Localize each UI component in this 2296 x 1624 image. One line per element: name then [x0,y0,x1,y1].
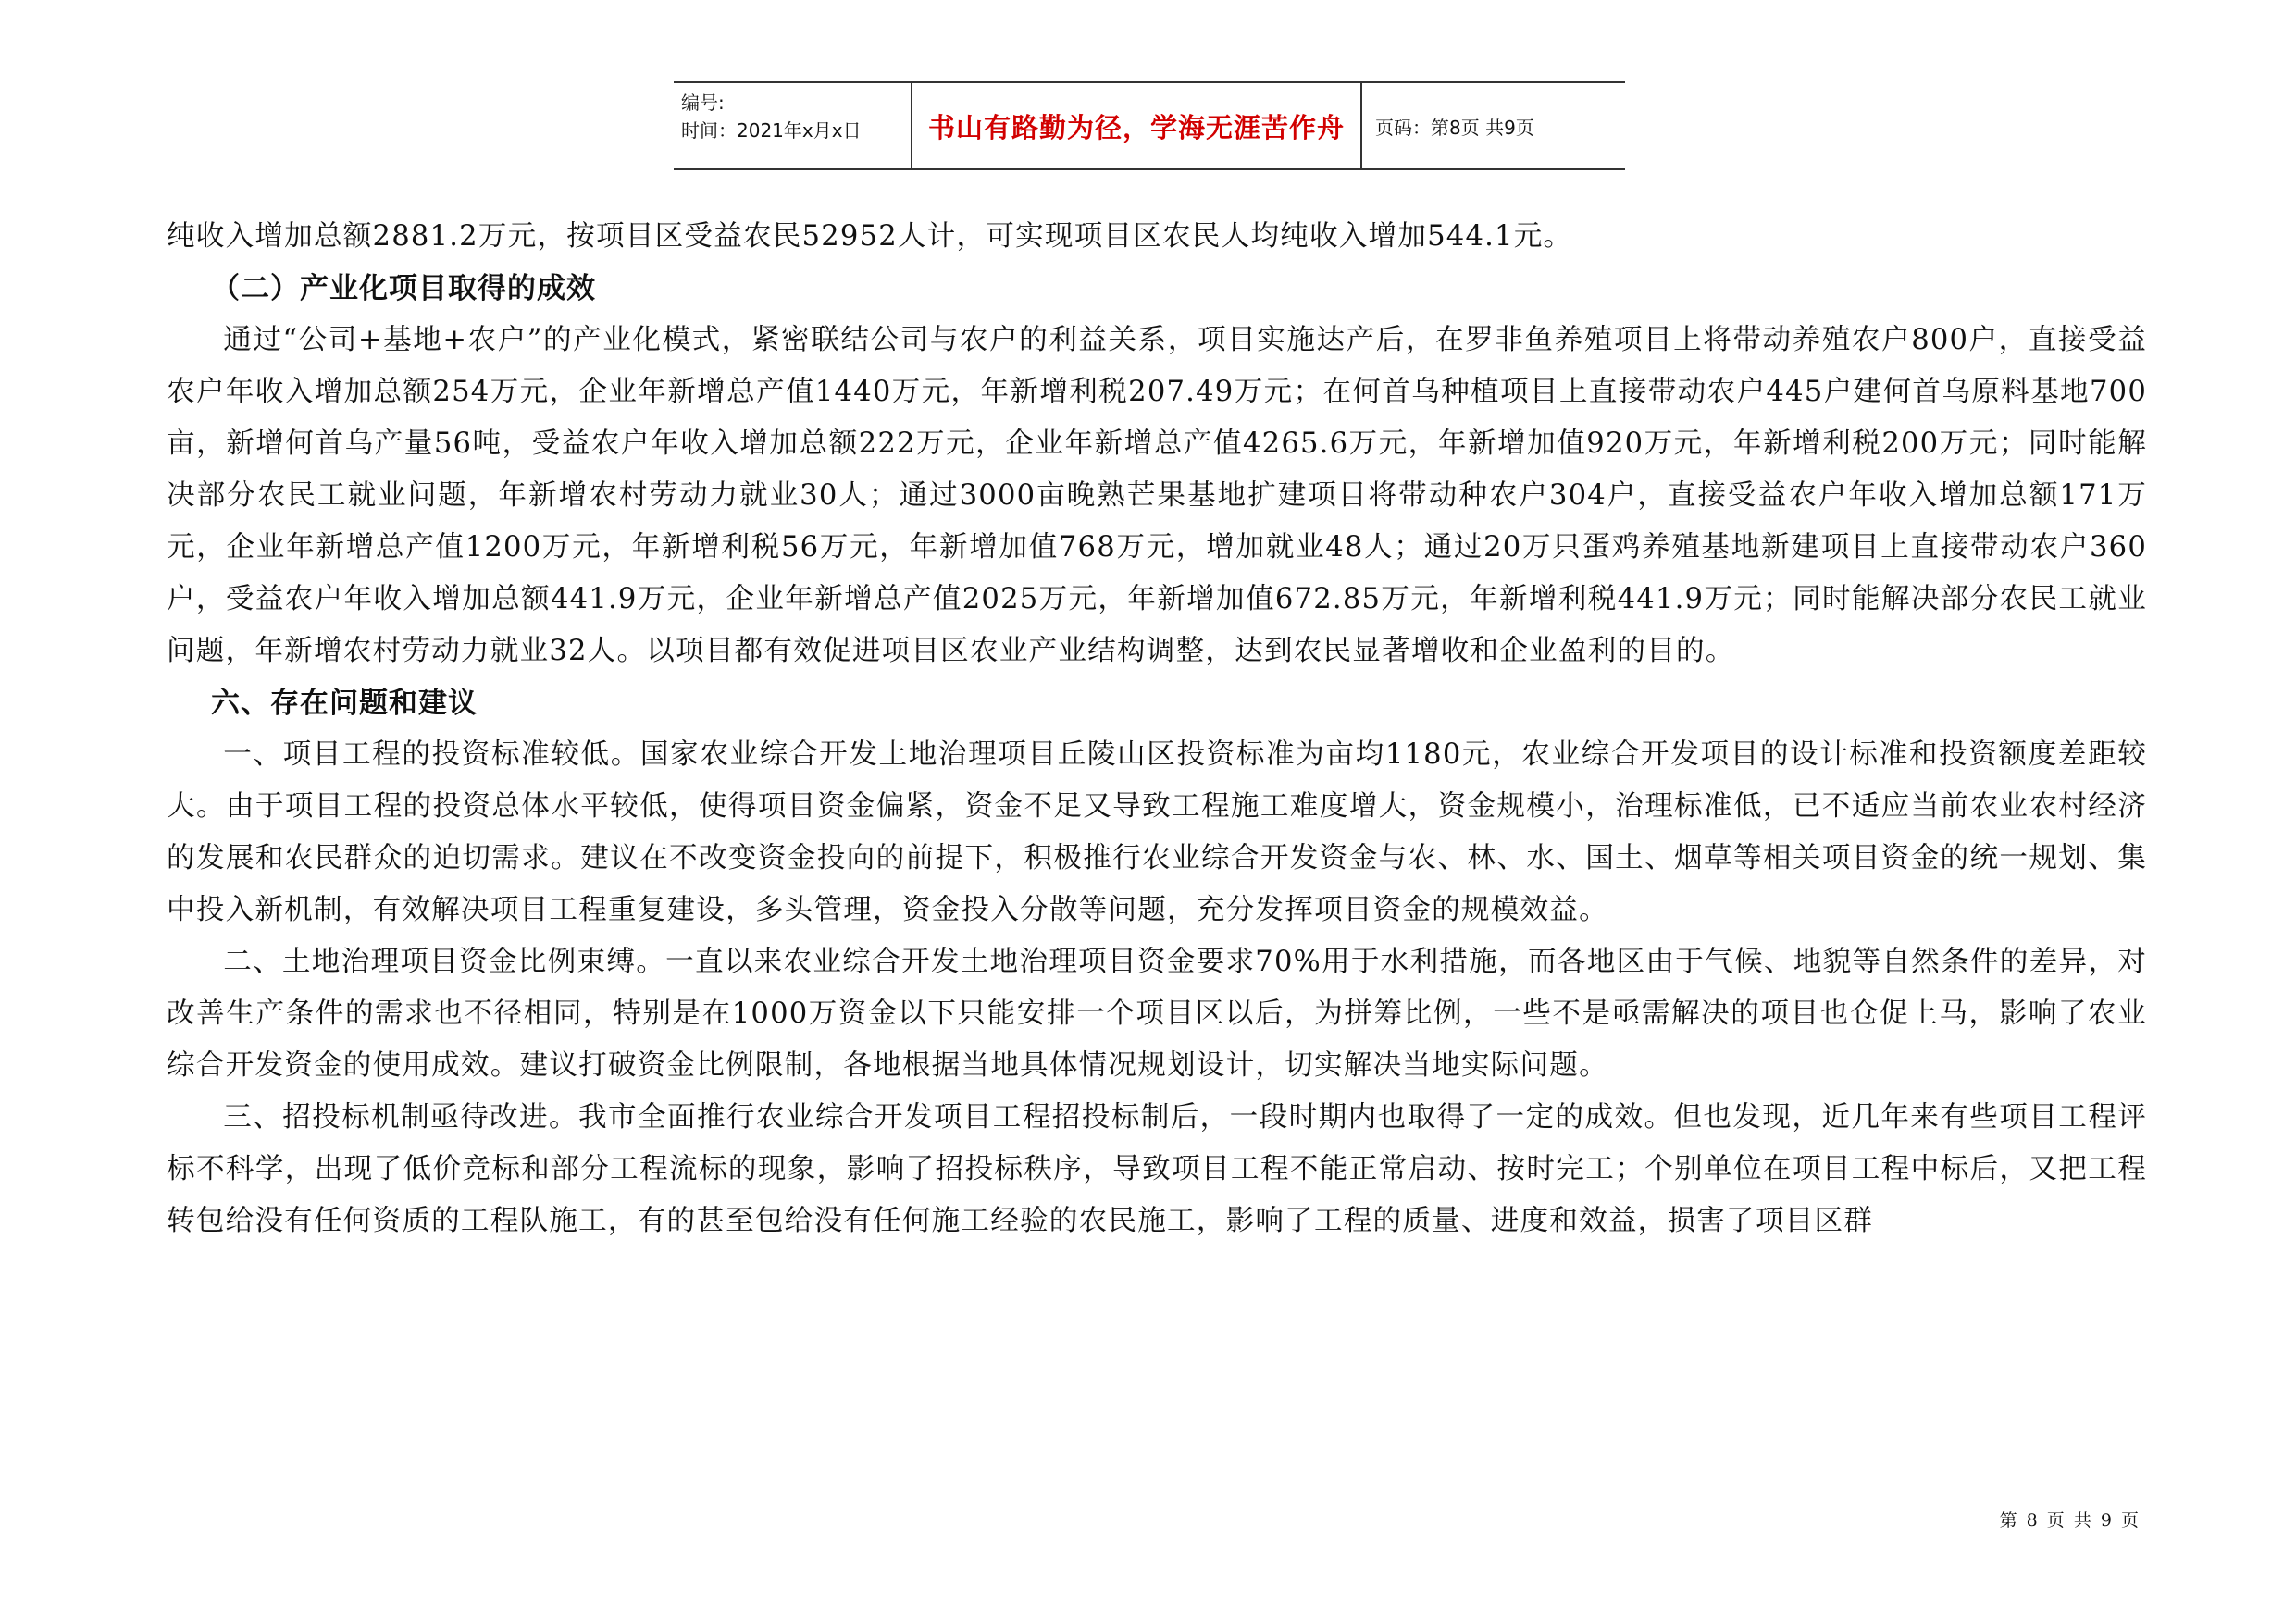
page-header [674,81,1625,170]
section-heading-industrialization: （二）产业化项目取得的成效 [211,272,596,305]
doc-number-label: 编号: [681,92,725,114]
paragraph-problem-3: 三、招投标机制亟待改进。我市全面推行农业综合开发项目工程招投标制后，一段时期内也取得了一定的成效。但也发现，近几年来有些项目工程评标不科学，出现了低价竞标和部分工程流标的现象，影响了招投标秩序，导致项目工程不能正常启动、按时完工；个别单位在项目工程中标后，又把工程转包给没有任何资质的工程队施工，有的甚至包给没有任何施工经验的农民施工，影响了工程的质量、进度和效益，损害了项目区群 [167,1101,2147,1237]
paragraph-continuation: 纯收入增加总额2881.2万元，按项目区受益农民52952人计，可实现项目区农民人均纯收入增加544.1元。 [167,220,1573,253]
paragraph-problem-1: 一、项目工程的投资标准较低。国家农业综合开发土地治理项目丘陵山区投资标准为亩均1180元，农业综合开发项目的设计标准和投资额度差距较大。由于项目工程的投资总体水平较低，使得项目资金偏紧，资金不足又导致工程施工难度增大，资金规模小，治理标准低，已不适应当前农业农村经济的发展和农民群众的迫切需求。建议在不改变资金投向的前提下，积极推行农业综合开发资金与农、林、水、国土、烟草等相关项目资金的统一规划、集中投入新机制，有效解决项目工程重复建设，多头管理，资金投入分散等问题，充分发挥项目资金的规模效益。 [167,738,2147,926]
document-body [167,211,2147,1247]
paragraph-industrialization: 通过“公司+基地+农户”的产业化模式，紧密联结公司与农户的利益关系，项目实施达产后，在罗非鱼养殖项目上将带动养殖农户800户，直接受益农户年收入增加总额254万元，企业年新增总产值1440万元，年新增利税207.49万元；在何首乌种植项目上直接带动农户445户建何首乌原料基地700亩，新增何首乌产量56吨，受益农户年收入增加总额222万元，企业年新增总产值4265.6万元，年新增加值920万元，年新增利税200万元；同时能解决部分农民工就业问题，年新增农村劳动力就业30人；通过3000亩晚熟芒果基地扩建项目将带动种农户304户，直接受益农户年收入增加总额171万元，企业年新增总产值1200万元，年新增利税56万元，年新增加值768万元，增加就业48人；通过20万只蛋鸡养殖基地新建项目上直接带动农户360户，受益农户年收入增加总额441.9万元，企业年新增总产值2025万元，年新增加值672.85万元，年新增利税441.9万元；同时能解决部分农民工就业问题，年新增农村劳动力就业32人。以项目都有效促进项目区农业产业结构调整，达到农民显著增收和企业盈利的目的。 [167,324,2147,667]
header-page-label: 页码：第8页 共9页 [1375,116,1534,139]
header-motto: 书山有路勤为径，学海无涯苦作舟 [912,83,1362,168]
paragraph-problem-2: 二、土地治理项目资金比例束缚。一直以来农业综合开发土地治理项目资金要求70%用于水利措施，而各地区由于气候、地貌等自然条件的差异，对改善生产条件的需求也不径相同，特别是在1000万资金以下只能安排一个项目区以后，为拼筹比例，一些不是亟需解决的项目也仓促上马，影响了农业综合开发资金的使用成效。建议打破资金比例限制，各地根据当地具体情况规划设计，切实解决当地实际问题。 [167,946,2147,1082]
page-footer: 第 8 页 共 9 页 [1999,1510,2141,1531]
doc-time-label: 时间：2021年x月x日 [681,119,862,142]
section-heading-problems: 六、存在问题和建议 [211,687,478,720]
header-meta [674,83,912,168]
